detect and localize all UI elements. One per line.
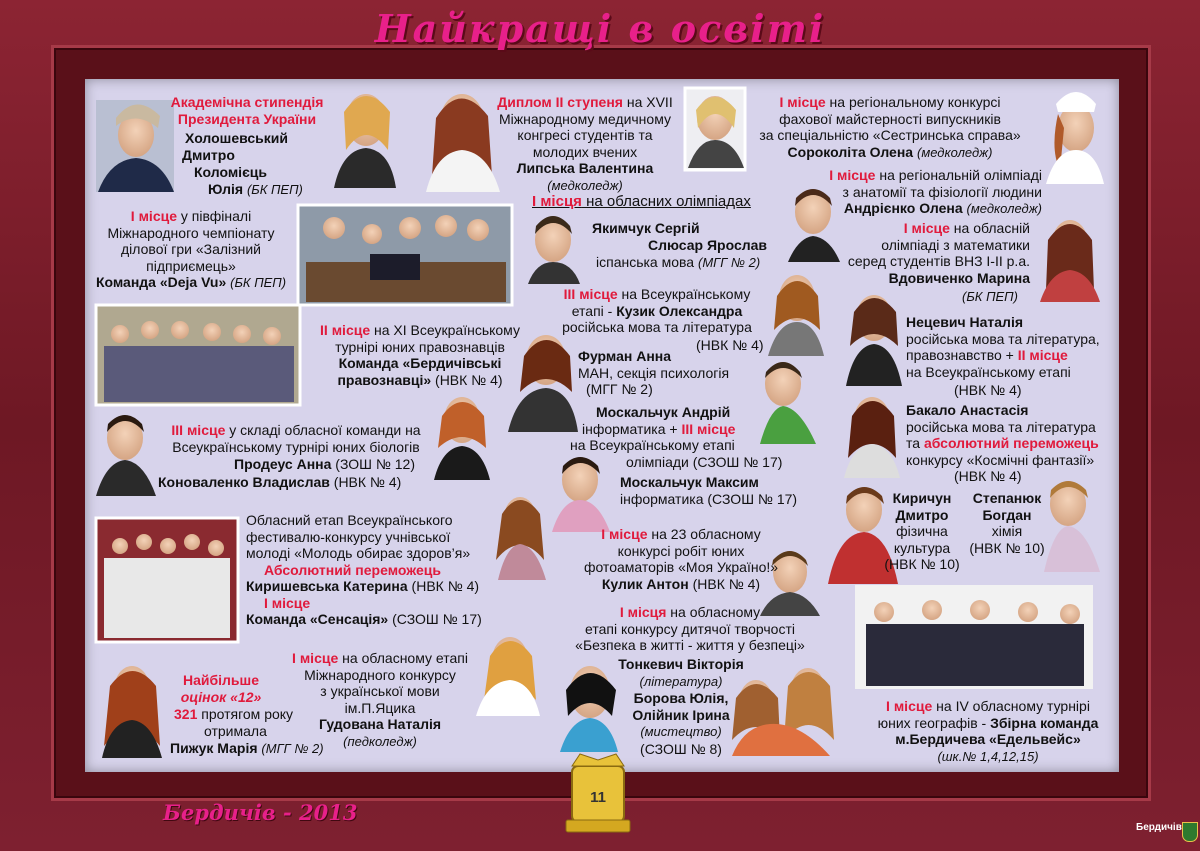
diploma-block: Диплом ІІ ступеня на XVII Міжнародному медичному конгресі студентів та молодих вчених Липська Валентина (медколедж) xyxy=(497,94,673,193)
photo-kuzyk xyxy=(768,275,824,356)
best-marks-count: 321 протягом року xyxy=(174,706,294,722)
city-crest-icon xyxy=(1182,822,1198,842)
page-title: Найкращі в освіті xyxy=(374,6,826,51)
business-game-block: І місце у півфіналі Міжнародного чемпіонату ділової гри «Залізний підприємець» Команда «Deja Vu» (БК ПЕП) xyxy=(95,208,287,290)
anatomy-block: І місце на регіональній олімпіаді з анатомії та фізіології людини Андрієнко Олена (медколедж) xyxy=(829,167,1042,216)
best-marks-block: Найбільше оцінок «12» xyxy=(180,672,262,705)
math-block: І місце на обласній олімпіаді з математики серед студентів ВНЗ І-ІІ р.а. Вдовиченко Марина xyxy=(847,220,1030,286)
stepaniuk-block: Степанюк Богдан хімія (НВК № 10) xyxy=(969,490,1045,556)
stipend-name-2: Дмитро xyxy=(182,147,235,163)
stipend-names: Холошевський xyxy=(185,130,288,146)
festival-block: Обласний етап Всеукраїнського фестивалю-конкурсу учнівської молоді «Молодь обирає здоров’я» Абсолютний переможець Киришевська Катерина (НВК № 4) І місце Команда «Сенсація» (СЗОШ № 17) xyxy=(246,512,482,627)
photo-bakalo xyxy=(844,397,900,478)
spanish-name-1: Якимчук Сергій xyxy=(592,220,700,236)
stipend-name-3: Коломієць xyxy=(194,164,268,180)
photo-vdovychenko xyxy=(1040,220,1100,302)
furman-block: Фурман Анна МАН, секція психологія (МГГ № 2) xyxy=(578,348,730,397)
photo-stepaniuk xyxy=(1044,481,1100,572)
spanish-name-2: Слюсар Ярослав xyxy=(648,237,768,253)
photo-yakimchuk xyxy=(528,216,580,284)
nursing-block: І місце на регіональному конкурсі фахової майстерності випускників за спеціальністю «Сестринська справа» Сороколіта Олена (медколедж) xyxy=(759,94,1021,160)
moskalchuk-a-block: Москальчук Андрій інформатика + ІІІ місце на Всеукраїнському етапі олімпіади (СЗОШ № 17) xyxy=(570,404,783,470)
creativity-names: Тонкевич Вікторія (література) Борова Юлія, Олійник Ірина (мистецтво) (СЗОШ № 8) xyxy=(618,656,744,757)
creativity-block: І місця на обласному етапі конкурсу дитячої творчості «Безпека в житті - життя у безпеці» xyxy=(575,604,805,653)
photo-team-edelweiss xyxy=(855,585,1093,689)
kuzyk-school: (НВК № 4) xyxy=(696,337,764,353)
page-number: 11 xyxy=(590,789,606,806)
photo-team-pravo xyxy=(96,305,300,405)
best-marks-name: Пижук Марія (МГГ № 2) xyxy=(170,740,324,756)
netsevych-school: (НВК № 4) xyxy=(954,382,1022,398)
photo-kyryshevska xyxy=(496,497,546,580)
best-marks-received: отримала xyxy=(204,723,267,739)
math-school: (БК ПЕП) xyxy=(962,289,1018,304)
footer-city: Бердичів - 2013 xyxy=(163,800,358,825)
stipend-name-4: Юлія (БК ПЕП) xyxy=(208,181,303,197)
moskalchuk-m-block: Москальчук Максим інформатика (СЗОШ № 17) xyxy=(620,474,798,507)
olympiads-heading: І місця на обласних олімпіадах xyxy=(532,193,751,210)
kuzyk-block: ІІІ місце на Всеукраїнському етапі - Кузик Олександра російська мова та література xyxy=(562,286,752,335)
spanish-subject: іспанська мова (МГГ № 2) xyxy=(596,254,761,270)
photo-netsevych xyxy=(846,295,902,386)
bakalo-block: Бакало Анастасія російська мова та література та абсолютний переможець конкурсу «Космічні фантазії» (НВК № 4) xyxy=(906,402,1099,484)
photo-sorokolita xyxy=(685,88,745,170)
geography-block: І місце на IV обласному турнірі юних географів - Збірна команда м.Бердичева «Едельвейс» (шк.№ 1,4,12,15) xyxy=(877,698,1099,764)
photo-contest-block: І місце на 23 обласному конкурсі робіт юних фотоаматорів «Моя Україно!» Кулик Антон (НВК № 4) xyxy=(583,526,779,592)
netsevych-block: Нецевич Наталія російська мова та література, правознавство + ІІ місце на Всеукраїнському етапі xyxy=(906,314,1100,380)
biology-name-2: Коноваленко Владислав (НВК № 4) xyxy=(158,474,402,490)
photo-team-sensatsiia xyxy=(96,518,238,642)
stipend-block: Академічна стипендія Президента України xyxy=(170,94,324,127)
photo-team-dejavu xyxy=(298,205,512,305)
photo-konovalenko xyxy=(96,415,156,496)
biology-name-1: Продеус Анна (ЗОШ № 12) xyxy=(234,456,416,472)
logo-text: Бердичів xyxy=(1136,822,1182,833)
photo-prodeus xyxy=(434,397,490,480)
biology-block: ІІІ місце у складі обласної команди на Всеукраїнському турнірі юних біологів xyxy=(171,422,421,455)
photo-nurse xyxy=(1046,92,1104,184)
ukr-language-block: І місце на обласному етапі Міжнародного конкурсу з української мови ім.П.Яцика Гудована Наталія (педколедж) xyxy=(292,650,468,749)
kyrychun-block: Киричун Дмитро фізична культура (НВК № 10) xyxy=(884,490,960,572)
law-block: ІІ місце на ХІ Всеукраїнському турнірі юних правознавців Команда «Бердичівські правознавці» (НВК № 4) xyxy=(320,322,520,388)
photo-kolomiets xyxy=(334,94,396,188)
photo-pyzhuk xyxy=(102,666,162,758)
